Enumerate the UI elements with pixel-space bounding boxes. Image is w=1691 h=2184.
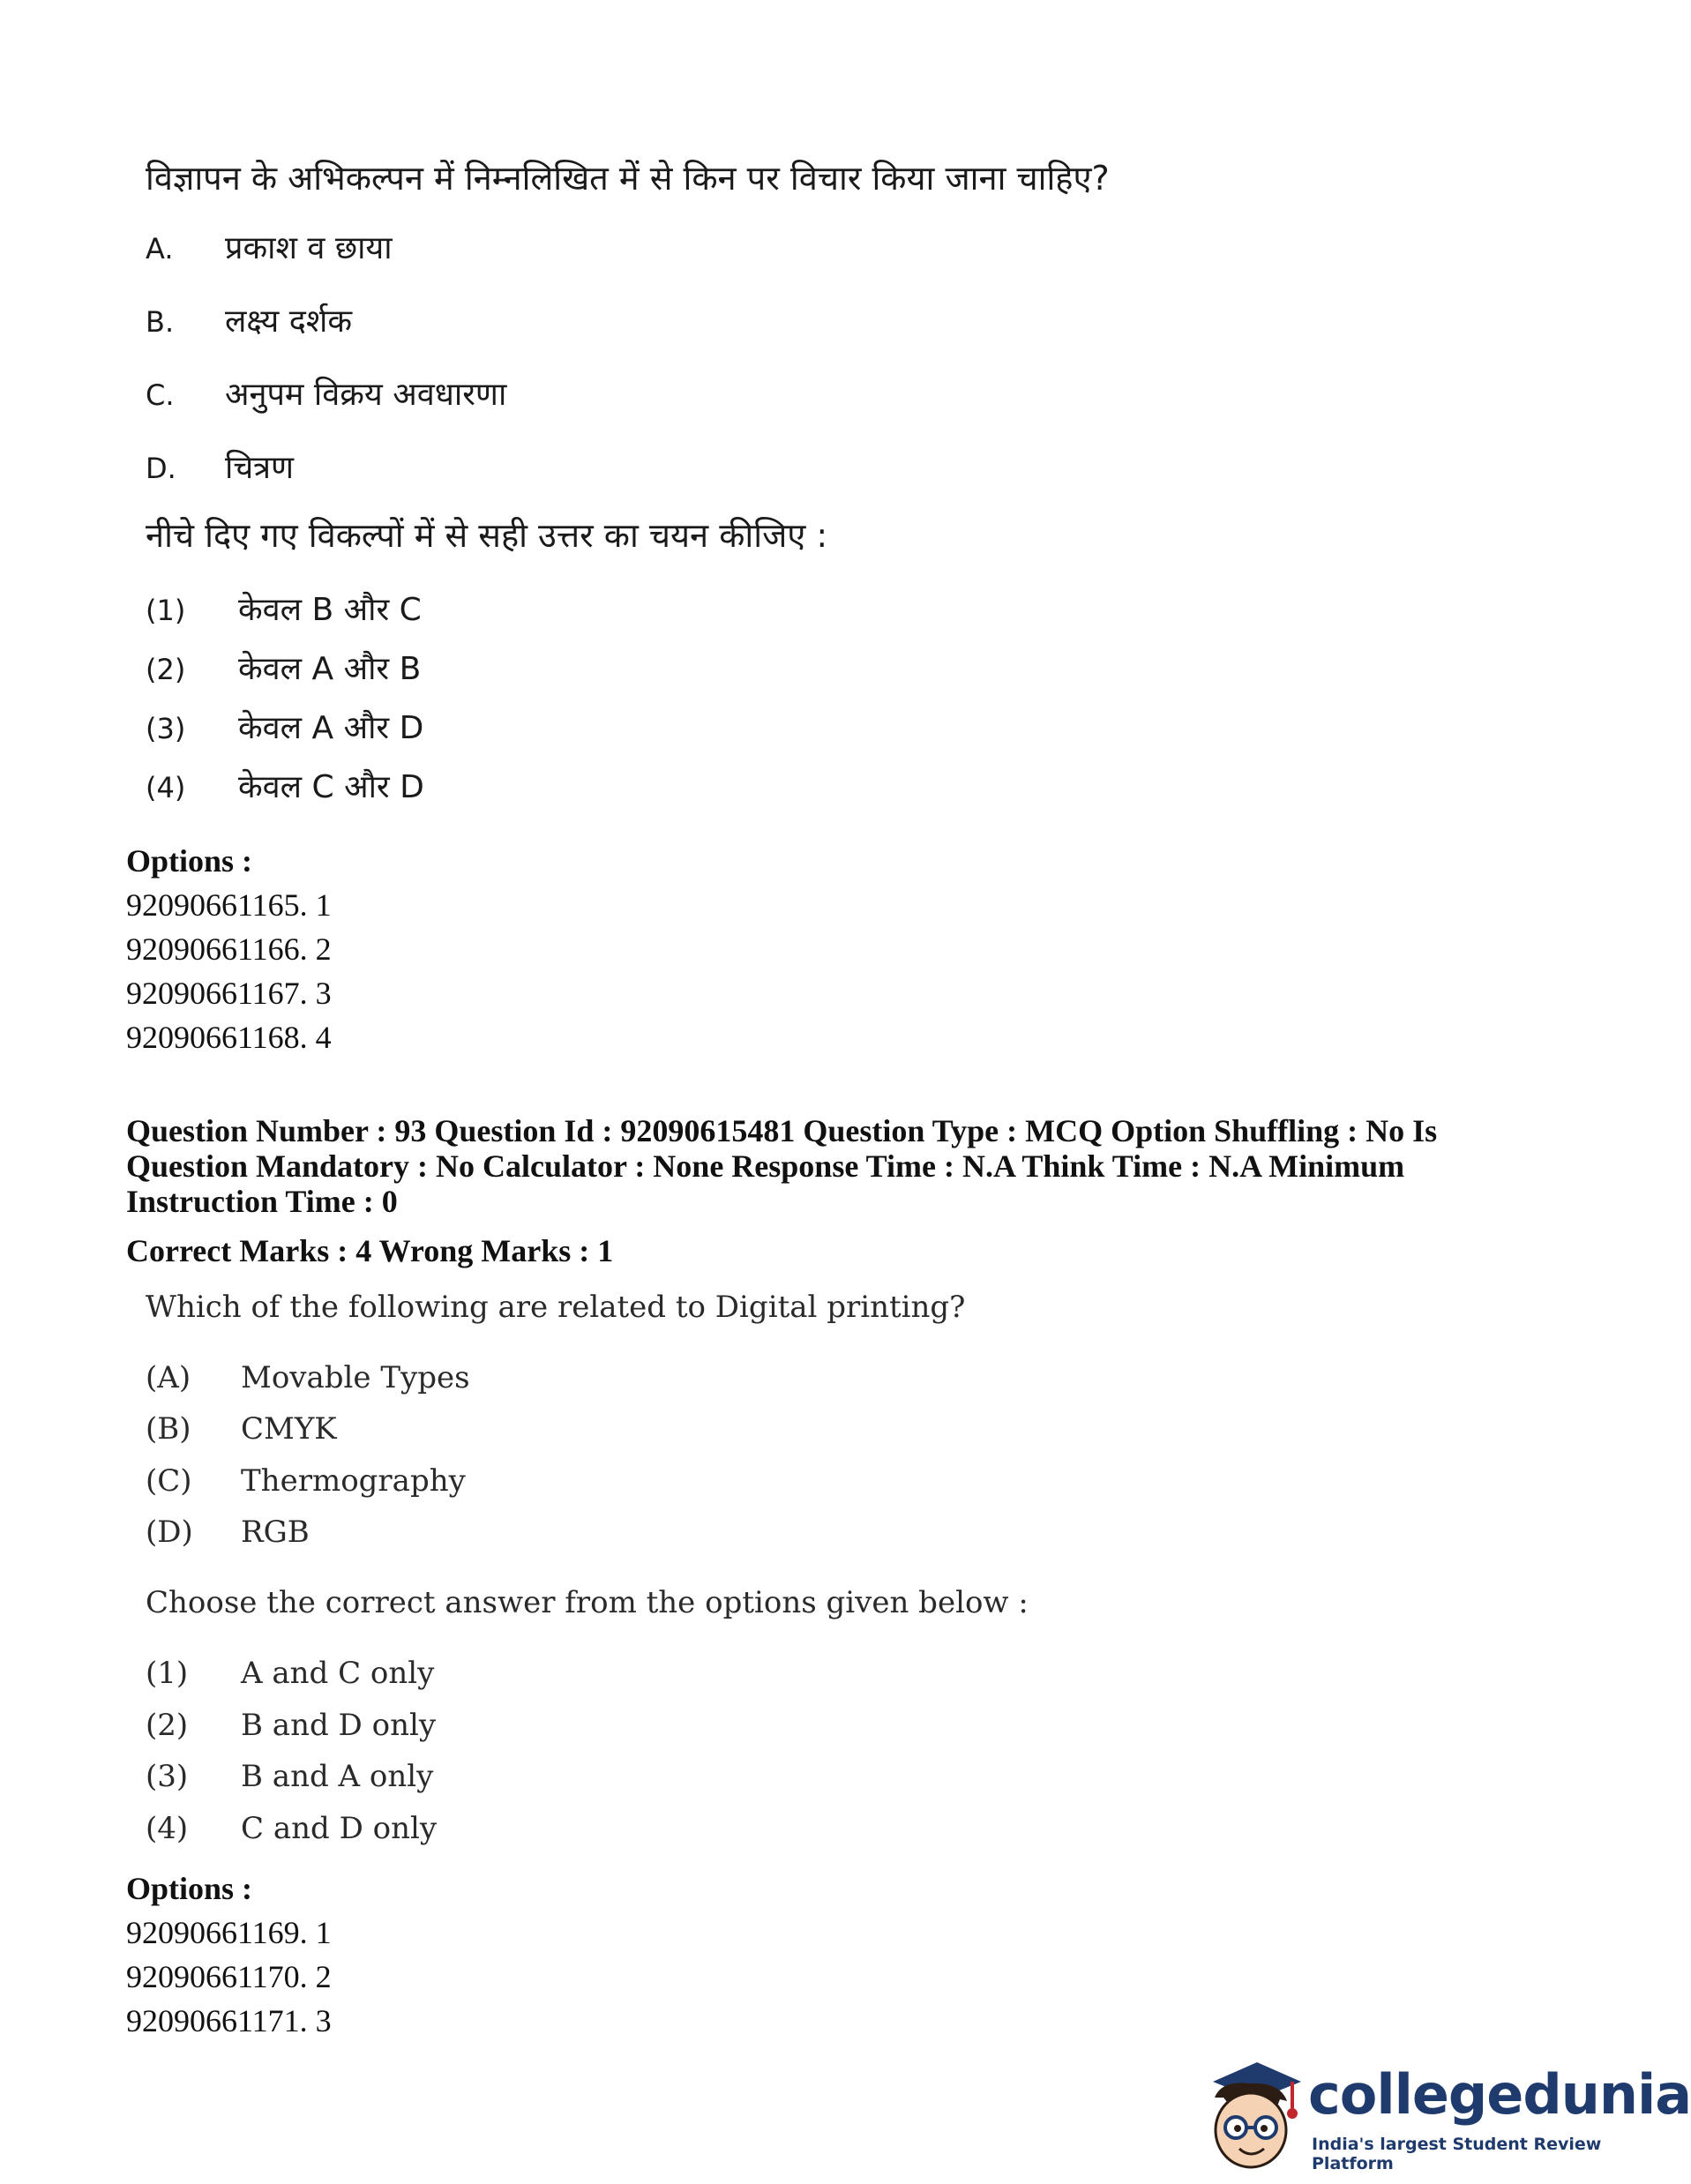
choice-text: केवल B और C [238, 592, 422, 628]
option-id: 92090661169. 1 [126, 1915, 332, 1950]
statement-label: B. [146, 305, 175, 339]
question-stem: Which of the following are related to Digital printing? [146, 1290, 966, 1325]
logo-wordmark: collegedunia [1308, 2062, 1691, 2127]
answer-choice [146, 1811, 437, 1846]
answer-instruction-hindi: नीचे दिए गए विकल्पों में से सही उत्तर का चयन कीजिए : [146, 516, 828, 555]
question-stem-hindi: विज्ञापन के अभिकल्पन में निम्नलिखित में से किन पर विचार किया जाना चाहिए? [146, 159, 1110, 198]
statement-item [146, 298, 352, 341]
statement-item [146, 1515, 310, 1550]
statement-label: (A) [146, 1360, 191, 1395]
statement-text: CMYK [241, 1411, 337, 1447]
statement-item [146, 445, 294, 488]
choice-label: (2) [146, 1708, 189, 1743]
answer-choice [146, 1708, 436, 1743]
statement-text: RGB [241, 1515, 310, 1550]
option-id: 92090661167. 3 [126, 976, 332, 1011]
statement-item [146, 371, 506, 415]
marks-line: Correct Marks : 4 Wrong Marks : 1 [126, 1233, 614, 1268]
question-93-metadata [126, 1113, 1502, 1219]
statement-label: A. [146, 232, 174, 266]
choice-text: केवल C और D [238, 769, 424, 805]
statement-text: अनुपम विक्रय अवधारणा [225, 377, 507, 413]
answer-choice [146, 1656, 434, 1691]
option-id: 92090661171. 3 [126, 2003, 332, 2038]
statement-label: C. [146, 378, 175, 412]
choice-text: C and D only [241, 1811, 438, 1846]
statement-text: प्रकाश व छाया [225, 230, 393, 266]
statement-label: D. [146, 452, 176, 485]
statement-text: Thermography [241, 1463, 466, 1499]
answer-choice [146, 646, 421, 689]
answer-choice [146, 587, 422, 630]
statement-item [146, 1411, 337, 1447]
statement-text: चित्रण [225, 450, 295, 486]
answer-choice [146, 1759, 433, 1794]
choice-text: B and A only [241, 1759, 434, 1794]
choice-label: (4) [146, 771, 186, 804]
choice-label: (3) [146, 712, 186, 745]
answer-choice [146, 764, 424, 807]
statement-label: (B) [146, 1411, 191, 1447]
statement-item [146, 1463, 466, 1499]
mascot-icon [1195, 2046, 1306, 2174]
metadata-line: Question Mandatory : No Calculator : None Response Time : N.A Think Time : N.A Minimum [126, 1148, 1405, 1184]
option-id: 92090661168. 4 [126, 1020, 332, 1055]
options-heading: Options : [126, 1871, 253, 1906]
option-id: 92090661166. 2 [126, 931, 332, 967]
option-id: 92090661165. 1 [126, 887, 332, 923]
logo-tagline: India's largest Student Review Platform [1312, 2135, 1602, 2173]
choice-label: (1) [146, 594, 186, 627]
option-id: 92090661170. 2 [126, 1959, 332, 1994]
choice-text: केवल A और B [238, 651, 422, 687]
choice-text: A and C only [241, 1656, 435, 1691]
choice-label: (2) [146, 653, 186, 686]
statement-label: (D) [146, 1515, 193, 1550]
metadata-line: Question Number : 93 Question Id : 92090615481 Question Type : MCQ Option Shuffling : No Is [126, 1113, 1438, 1148]
choice-text: B and D only [241, 1708, 437, 1743]
statement-label: (C) [146, 1463, 192, 1499]
answer-choice [146, 705, 423, 748]
options-heading: Options : [126, 843, 253, 879]
choice-label: (1) [146, 1656, 189, 1691]
choice-label: (3) [146, 1759, 189, 1794]
choice-label: (4) [146, 1811, 189, 1846]
collegedunia-logo [1195, 2046, 1691, 2174]
metadata-line: Instruction Time : 0 [126, 1184, 398, 1219]
statement-text: लक्ष्य दर्शक [225, 303, 352, 340]
choice-text: केवल A और D [238, 710, 424, 746]
statement-text: Movable Types [241, 1360, 470, 1395]
answer-instruction: Choose the correct answer from the options given below : [146, 1585, 1029, 1620]
statement-item [146, 225, 393, 268]
statement-item [146, 1360, 470, 1395]
